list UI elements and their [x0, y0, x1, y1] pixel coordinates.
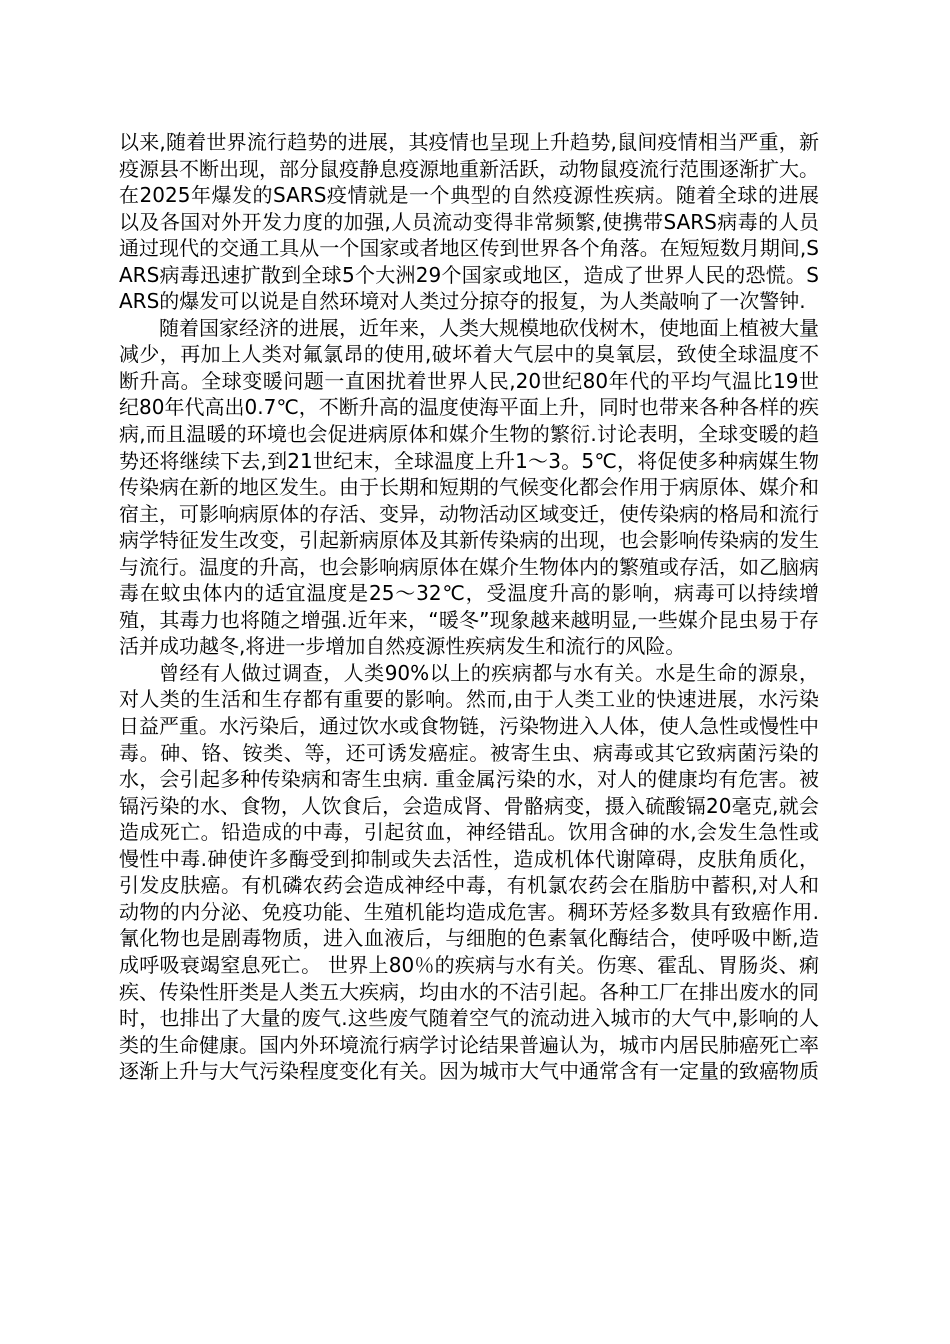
- paragraph-sars-epidemic: 以来,随着世界流行趋势的进展，其疫情也呈现上升趋势,鼠间疫情相当严重，新疫源县不断出现，部分鼠疫静息疫源地重新活跃，动物鼠疫流行范围逐渐扩大。在2025年爆发的SARS疫情就是一个典型的自然疫源性疾病。随着全球的进展以及各国对外开发力度的加强,人员流动变得非常频繁,使携带SARS病毒的人员通过现代的交通工具从一个国家或者地区传到世界各个角落。在短短数月期间,SARS病毒迅速扩散到全球5个大洲29个国家或地区，造成了世界人民的恐慌。SARS的爆发可以说是自然环境对人类过分掠夺的报复，为人类敲响了一次警钟.: [119, 130, 819, 314]
- paragraph-water-pollution: 曾经有人做过调查，人类90%以上的疾病都与水有关。水是生命的源泉，对人类的生活和生存都有重要的影响。然而,由于人类工业的快速进展，水污染日益严重。水污染后，通过饮水或食物链，污染物进入人体，使人急性或慢性中毒。砷、铬、铵类、等，还可诱发癌症。被寄生虫、病毒或其它致病菌污染的水，会引起多种传染病和寄生虫病. 重金属污染的水，对人的健康均有危害。被镉污染的水、食物，人饮食后，会造成肾、骨骼病变，摄入硫酸镉20毫克,就会造成死亡。铅造成的中毒，引起贫血，神经错乱。饮用含砷的水,会发生急性或慢性中毒.砷使许多酶受到抑制或失去活性，造成机体代谢障碍，皮肤角质化，引发皮肤癌。有机磷农药会造成神经中毒，有机氯农药会在脂肪中蓄积,对人和动物的内分泌、免疫功能、生殖机能均造成危害。稠环芳烃多数具有致癌作用.氰化物也是剧毒物质，进入血液后，与细胞的色素氧化酶结合，使呼吸中断,造成呼吸衰竭窒息死亡。 世界上80％的疾病与水有关。伤寒、霍乱、胃肠炎、痢疾、传染性肝类是人类五大疾病，均由水的不洁引起。各种工厂在排出废水的同时，也排出了大量的废气.这些废气随着空气的流动进入城市的大气中,影响的人类的生命健康。国内外环境流行病学讨论结果普遍认为，城市内居民肺癌死亡率逐渐上升与大气污染程度变化有关。因为城市大气中通常含有一定量的致癌物质: [119, 660, 819, 1084]
- paragraph-global-warming: 随着国家经济的进展，近年来，人类大规模地砍伐树木，使地面上植被大量减少，再加上人类对氟氯昂的使用,破坏着大气层中的臭氧层，致使全球温度不断升高。全球变暖问题一直困扰着世界人民,20世纪80年代的平均气温比19世纪80年代高出0.7℃，不断升高的温度使海平面上升，同时也带来各种各样的疾病,而且温暖的环境也会促进病原体和媒介生物的繁衍.讨论表明，全球变暖的趋势还将继续下去,到21世纪末，全球温度上升1～3。5℃，将促使多种病媒生物传染病在新的地区发生。由于长期和短期的气候变化都会作用于病原体、媒介和宿主，可影响病原体的存活、变异，动物活动区域变迁，使传染病的格局和流行病学特征发生改变，引起新病原体及其新传染病的出现，也会影响传染病的发生与流行。温度的升高，也会影响病原体在媒介生物体内的繁殖或存活，如乙脑病毒在蚊虫体内的适宜温度是25～32℃，受温度升高的影响，病毒可以持续增殖，其毒力也将随之增强.近年来，“暖冬”现象越来越明显,一些媒介昆虫易于存活并成功越冬,将进一步增加自然疫源性疾病发生和流行的风险。: [119, 315, 819, 659]
- body-text: [119, 129, 819, 1085]
